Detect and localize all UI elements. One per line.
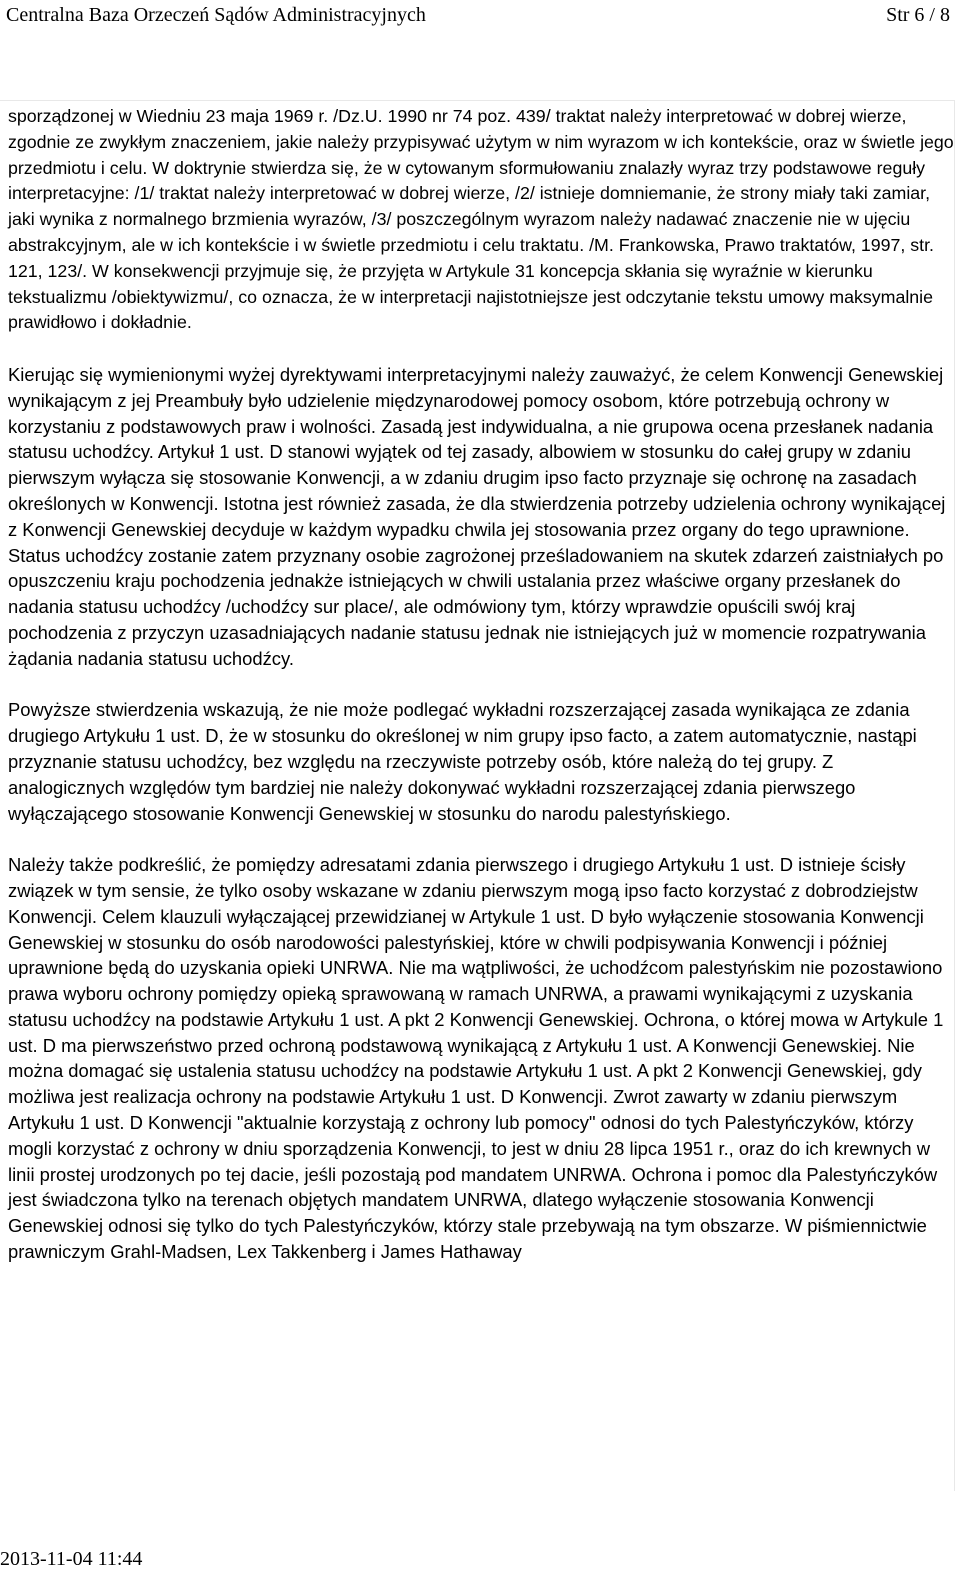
paragraph: Należy także podkreślić, że pomiędzy adresatami zdania pierwszego i drugiego Artykułu 1 ust. D istnieje ścisły związek w tym sensie, że tylko osoby wskazane w zdaniu pierwszym mogą ipso facto korzystać z dobrodziejstw Konwencji. Celem klauzuli wyłączającej przewidzianej w Artykule 1 ust. D było wyłączenie stosowania Konwencji Genewskiej w stosunku do osób narodowości palestyńskiej, które w chwili podpisywania Konwencji i później uprawnione będą do uzyskania opieki UNRWA. Nie ma wątpliwości, że uchodźcom palestyńskim nie pozostawiono prawa wyboru ochrony pomiędzy opieką sprawowaną w ramach UNRWA, a prawami wynikającymi z uzyskania statusu uchodźcy na podstawie Artykułu 1 ust. A pkt 2 Konwencji Genewskiej. Ochrona, o której mowa w Artykule 1 ust. D ma pierwszeństwo przed ochroną podstawową wynikającą z Artykułu 1 ust. A Konwencji Genewskiej. Nie można domagać się ustalenia statusu uchodźcy na podstawie Artykułu 1 ust. A pkt 2 Konwencji Genewskiej, gdy możliwa jest realizacja ochrony na podstawie Artykułu 1 ust. D Konwencji. Zwrot zawarty w zdaniu pierwszym Artykułu 1 ust. D Konwencji "aktualnie korzystają z ochrony lub pomocy" odnosi do tych Palestyńczyków, którzy mogli korzystać z ochrony w dniu sporządzenia Konwencji, to jest w dniu 28 lipca 1951 r., oraz do ich krewnych w linii prostej urodzonych po tej dacie, jeśli pozostają pod mandatem UNRWA. Ochrona i pomoc dla Palestyńczyków jest świadczona tylko na terenach objętych mandatem UNRWA, dlatego wyłączenie stosowania Konwencji Genewskiej odnosi się tylko do tych Palestyńczyków, którzy stale przebywają na tym obszarze. W piśmiennictwie prawniczym Grahl-Madsen, Lex Takkenberg i James Hathaway — [8, 854, 944, 1263]
document-body — [8, 104, 954, 1291]
paragraph: sporządzonej w Wiedniu 23 maja 1969 r. /Dz.U. 1990 nr 74 poz. 439/ traktat należy interpretować w dobrej wierze, zgodnie ze zwykłym znaczeniem, jakie należy przypisywać użytym w nim wyrazom w ich kontekście, oraz w świetle jego przedmiotu i celu. W doktrynie stwierdza się, że w cytowanym sformułowaniu znalazły wyraz trzy podstawowe reguły interpretacyjne: /1/ traktat należy interpretować w dobrej wierze, /2/ istnieje domniemanie, że strony miały taki zamiar, jaki wynika z normalnego brzmienia wyrazów, /3/ poszczególnym wyrazom należy nadawać znaczenie nie w ujęciu abstrakcyjnym, ale w ich kontekście i w świetle przedmiotu i celu traktatu. /M. Frankowska, Prawo traktatów, 1997, str. 121, 123/. W konsekwencji przyjmuje się, że przyjęta w Artykule 31 koncepcja skłania się wyraźnie w kierunku tekstualizmu /obiektywizmu/, co oznacza, że w interpretacji najistotniejsze jest odczytanie tekstu umowy maksymalnie prawidłowo i dokładnie. — [8, 106, 954, 333]
site-title: Centralna Baza Orzeczeń Sądów Administracyjnych — [6, 4, 426, 26]
paragraph: Kierując się wymienionymi wyżej dyrektywami interpretacyjnymi należy zauważyć, że celem Konwencji Genewskiej wynikającym z jej Preambuły było udzielenie międzynarodowej pomocy osobom, które potrzebują ochrony w korzystaniu z podstawowych praw i wolności. Zasadą jest indywidualna, a nie grupowa ocena przesłanek nadania statusu uchodźcy. Artykuł 1 ust. D stanowi wyjątek od tej zasady, albowiem w stosunku do całej grupy w zdaniu pierwszym wyłącza się stosowanie Konwencji, a w zdaniu drugim ipso facto przyznaje się ochronę na zasadach określonych w Konwencji. Istotna jest również zasada, że dla stwierdzenia potrzeby udzielenia ochrony wynikającej z Konwencji Genewskiej decyduje w każdym wypadku chwila jej stosowania przez organy do tego uprawnione. Status uchodźcy zostanie zatem przyznany osobie zagrożonej prześladowaniem na skutek zdarzeń zaistniałych po opuszczeniu kraju pochodzenia jednakże istniejących w chwili ustalania przez właściwe organy przesłanek do nadania statusu uchodźcy /uchodźcy sur place/, ale odmówiony tym, którzy wprawdzie opuścili swój kraj pochodzenia z przyczyn uzasadniających nadanie statusu jednak nie istniejących już w momencie rozpatrywania żądania nadania statusu uchodźcy. — [8, 363, 946, 669]
page-number: Str 6 / 8 — [886, 4, 950, 26]
print-timestamp: 2013-11-04 11:44 — [0, 1548, 143, 1570]
paragraph: Powyższe stwierdzenia wskazują, że nie może podlegać wykładni rozszerzającej zasada wynikająca ze zdania drugiego Artykułu 1 ust. D, że w stosunku do określonej w nim grupy ipso facto, a zatem automatycznie, nastąpi przyznanie statusu uchodźcy, bez względu na rzeczywiste potrzeby osób, które należą do tej grupy. Z analogicznych względów tym bardziej nie należy dokonywać wykładni rozszerzającej zdania pierwszego wyłączającego stosowanie Konwencji Genewskiej w stosunku do narodu palestyńskiego. — [8, 699, 917, 824]
page-header — [6, 0, 954, 30]
